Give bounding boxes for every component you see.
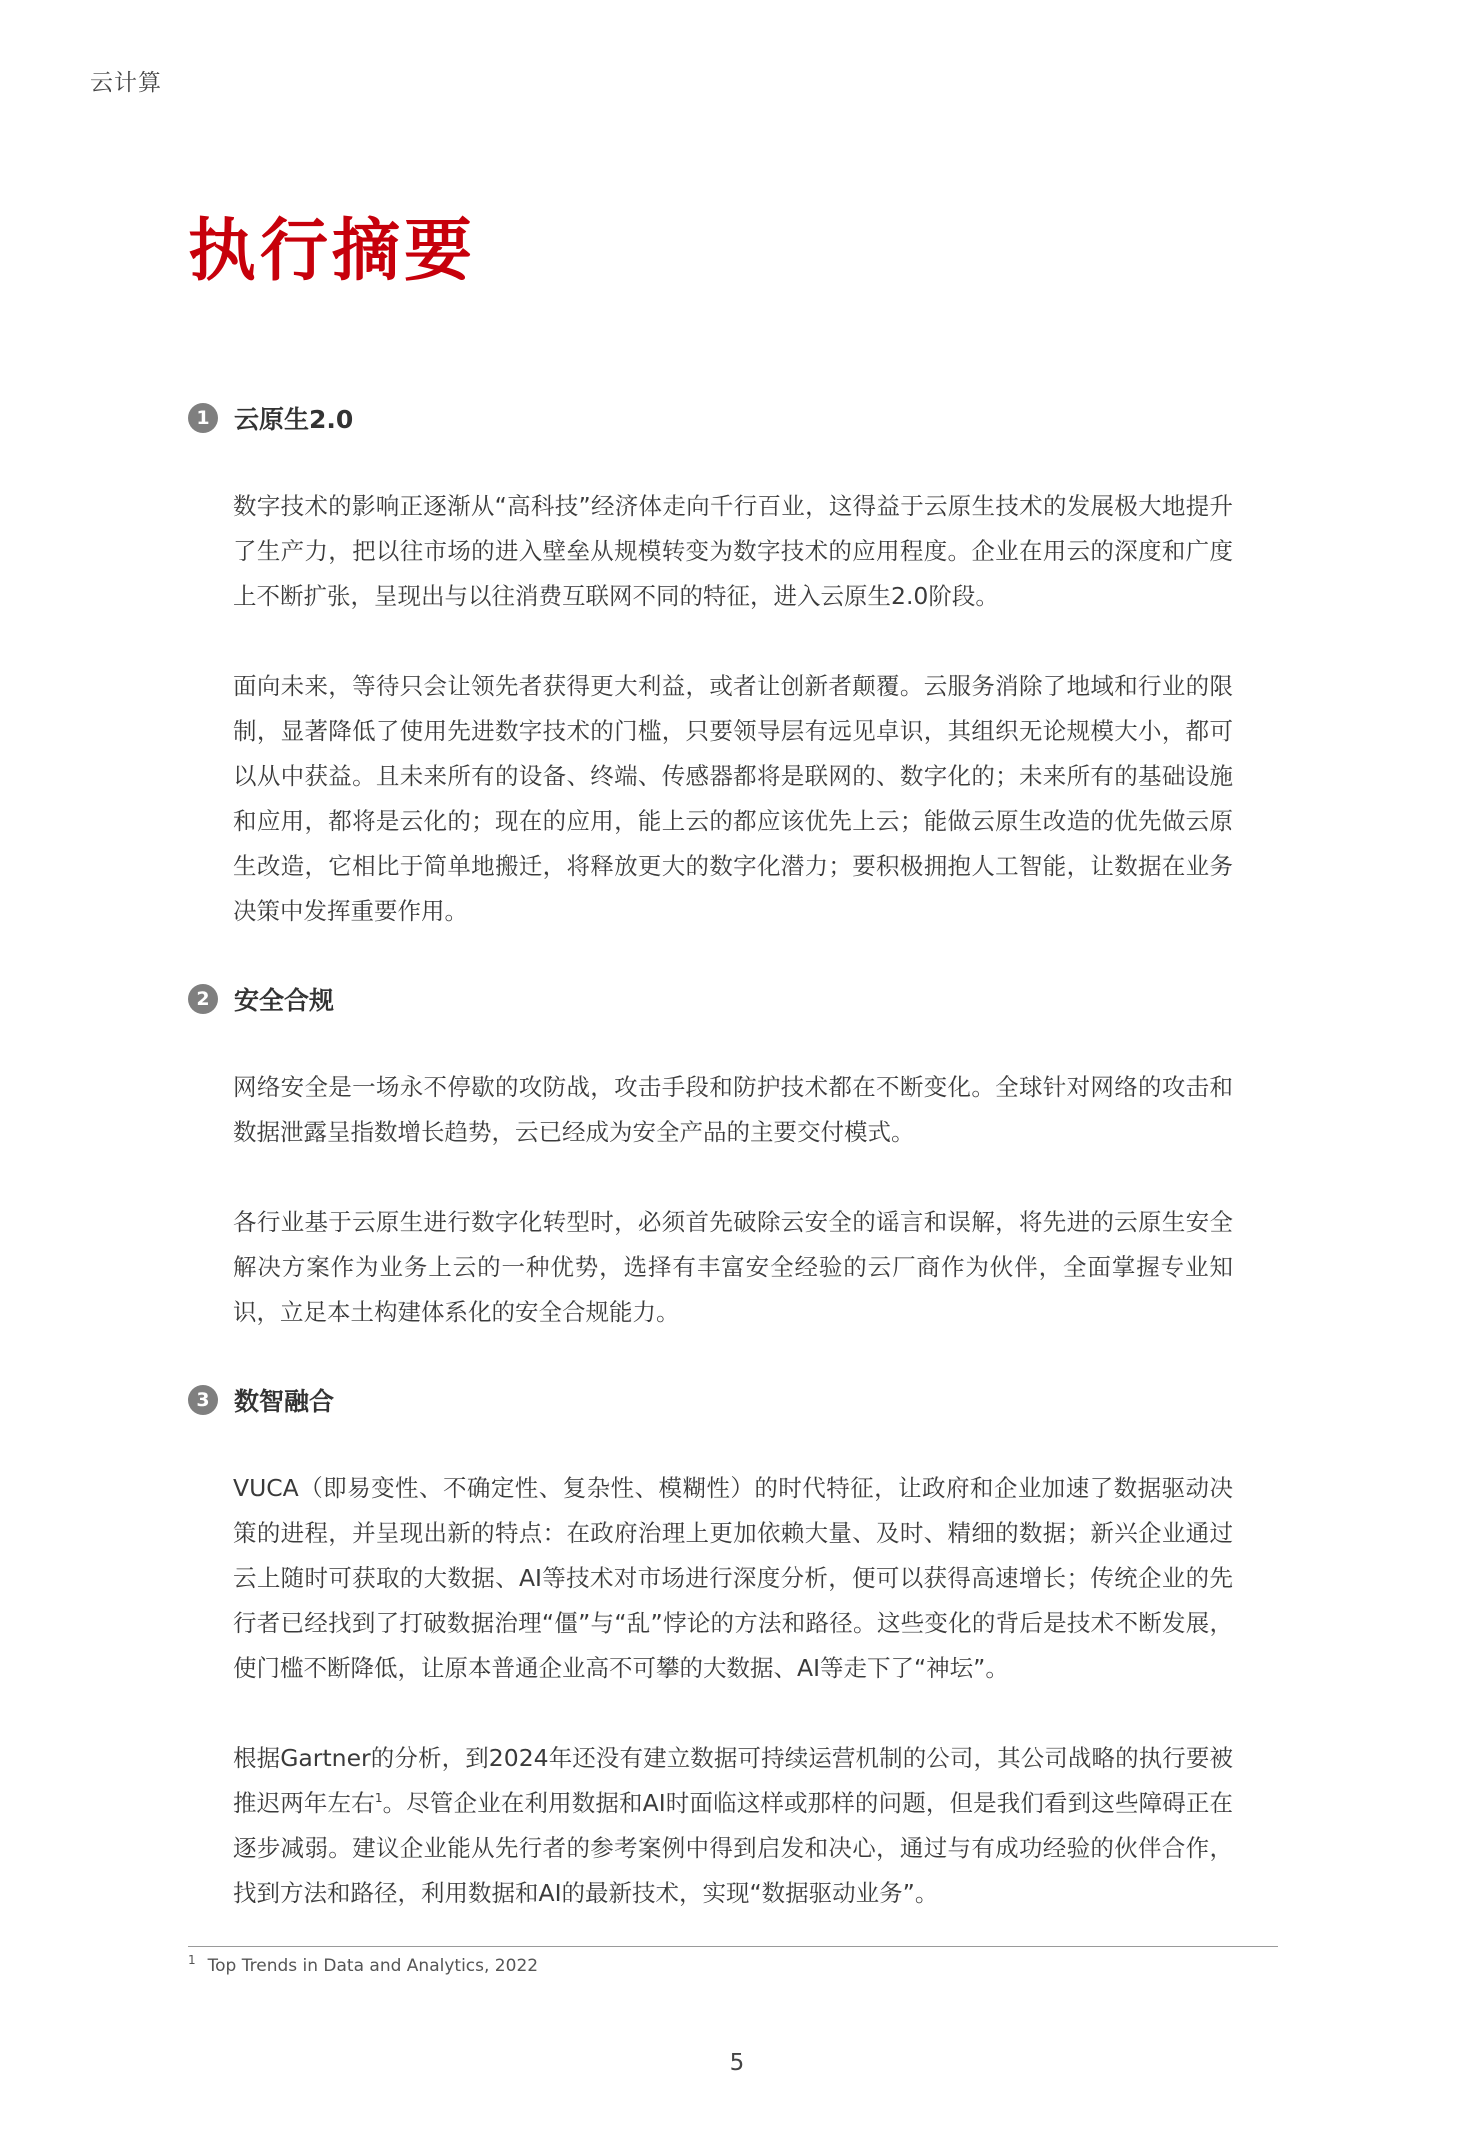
header-label: 云计算: [90, 70, 162, 96]
section-title: 数智融合: [234, 1387, 335, 1416]
paragraph: 面向未来，等待只会让领先者获得更大利益，或者让创新者颠覆。云服务消除了地域和行业的限制，显著降低了使用先进数字技术的门槛，只要领导层有远见卓识，其组织无论规模大小，都可以从中获益。且未来所有的设备、终端、传感器都将是联网的、数字化的；未来所有的基础设施和应用，都将是云化的；现在的应用，能上云的都应该优先上云；能做云原生改造的优先做云原生改造，它相比于简单地搬迁，将释放更大的数字化潜力；要积极拥抱人工智能，让数据在业务决策中发挥重要作用。: [233, 672, 1233, 925]
paragraph-text: 。尽管企业在利用数据和AI时面临这样或那样的问题，但是我们看到这些障碍正在逐步减弱。建议企业能从先行者的参考案例中得到启发和决心，通过与有成功经验的伙伴合作，找到方法和路径，利用数据和AI的最新技术，实现“数据驱动业务”。: [233, 1789, 1233, 1907]
paragraph-text: 根据Gartner的分析，到2024年还没有建立数据可持续运营机制的公司，其公司战略的执行要被推迟两年左右: [233, 1744, 1233, 1817]
paragraph: 网络安全是一场永不停歇的攻防战，攻击手段和防护技术都在不断变化。全球针对网络的攻击和数据泄露呈指数增长趋势，云已经成为安全产品的主要交付模式。: [233, 1073, 1233, 1146]
page-title: 执行摘要: [188, 212, 477, 291]
paragraph: 各行业基于云原生进行数字化转型时，必须首先破除云安全的谣言和误解，将先进的云原生安全解决方案作为业务上云的一种优势，选择有丰富安全经验的云厂商作为伙伴，全面掌握专业知识，立足本土构建体系化的安全合规能力。: [233, 1208, 1233, 1326]
page-number: 5: [729, 2050, 745, 2076]
section-heading-2: [188, 979, 1278, 1019]
footnote-marker: 1: [188, 1953, 196, 1968]
footnote-text: Top Trends in Data and Analytics, 2022: [207, 1956, 539, 1976]
footnote: [188, 1953, 539, 1976]
main-content: [188, 398, 1278, 1916]
paragraph: 数字技术的影响正逐渐从“高科技”经济体走向千行百业，这得益于云原生技术的发展极大地提升了生产力，把以往市场的进入壁垒从规模转变为数字技术的应用程度。企业在用云的深度和广度上不断扩张，呈现出与以往消费互联网不同的特征，进入云原生2.0阶段。: [233, 492, 1233, 610]
section-title: 云原生2.0: [234, 405, 354, 434]
section-number-badge: 2: [188, 984, 218, 1014]
section-heading-3: [188, 1380, 1278, 1420]
section-title: 安全合规: [234, 986, 335, 1015]
paragraph-with-footnote: [188, 1736, 1233, 1916]
footnote-reference: 1: [374, 1791, 383, 1806]
section-heading-1: [188, 398, 1278, 438]
footnote-divider: [188, 1946, 1278, 1947]
section-number-badge: 1: [188, 403, 218, 433]
paragraph: VUCA（即易变性、不确定性、复杂性、模糊性）的时代特征，让政府和企业加速了数据驱动决策的进程，并呈现出新的特点：在政府治理上更加依赖大量、及时、精细的数据；新兴企业通过云上随时可获取的大数据、AI等技术对市场进行深度分析，便可以获得高速增长；传统企业的先行者已经找到了打破数据治理“僵”与“乱”悖论的方法和路径。这些变化的背后是技术不断发展，使门槛不断降低，让原本普通企业高不可攀的大数据、AI等走下了“神坛”。: [233, 1474, 1233, 1682]
section-number-badge: 3: [188, 1385, 218, 1415]
